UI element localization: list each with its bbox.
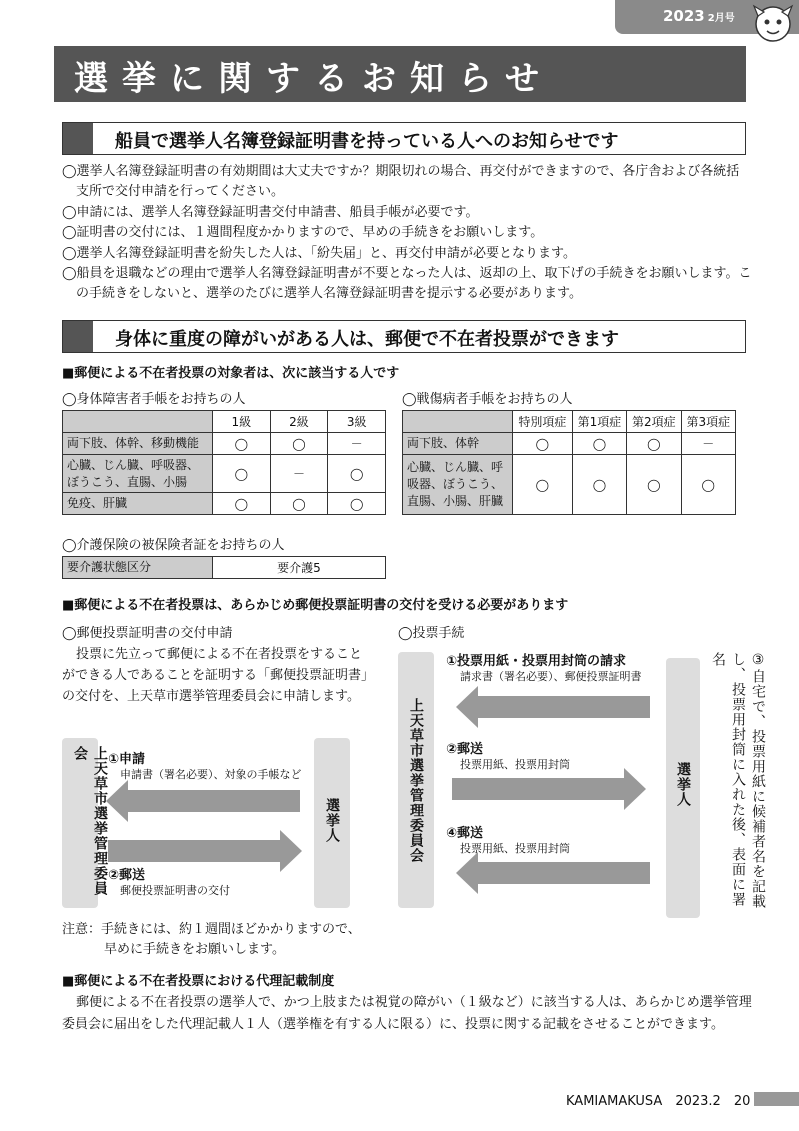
- table-cell: ◯: [213, 433, 271, 455]
- table-cell: ◯: [627, 455, 681, 515]
- committee-label: 上天草市選挙管理委員会: [408, 698, 424, 863]
- section1-list: [62, 162, 752, 305]
- section1-heading-text: 船員で選挙人名簿登録証明書を持っている人へのお知らせです: [115, 131, 619, 152]
- table-cell: ◯: [270, 493, 328, 515]
- voter-box: [314, 738, 350, 908]
- footer-bar: [754, 1092, 799, 1106]
- list-item: ◯船員を退職などの理由で選挙人名簿登録証明書が不要となった人は、返却の上、取下げの手続きをお願いします。この手続きをしないと、選挙のたびに選挙人名簿登録証明書を提示する必要があります。: [62, 266, 752, 302]
- voter-box: [666, 658, 700, 918]
- row-label: 要介護状態区分: [63, 557, 213, 579]
- row-label: 両下肢、体幹、移動機能: [63, 433, 213, 455]
- step-title: ②郵送: [108, 868, 146, 883]
- issue-year: 2023: [663, 7, 705, 25]
- voter-label: 選挙人: [675, 762, 691, 807]
- note-line: 早めに手続きをお願いします。: [104, 942, 285, 957]
- voter-label: 選挙人: [324, 798, 340, 843]
- header-blank: [403, 411, 513, 433]
- step-subtitle: 申請書（署名必要）、対象の手帳など: [120, 768, 302, 781]
- list-item: ◯選挙人名簿登録証明書を紛失した人は、「紛失届」と、再交付申請が必要となります。: [62, 245, 577, 261]
- table1-caption: ◯身体障害者手帳をお持ちの人: [62, 392, 246, 407]
- table-disability: [62, 410, 386, 515]
- table-cell: －: [328, 433, 386, 455]
- row-label: 心臓、じん臓、呼吸器、ぼうこう、直腸、小腸: [63, 455, 213, 493]
- step-subtitle: 投票用紙、投票用封筒: [460, 842, 570, 855]
- step-subtitle: 請求書（署名必要）、郵便投票証明書: [460, 670, 642, 683]
- committee-label: 上天草市選挙管理委員会: [72, 746, 108, 896]
- page-title: 選挙に関するお知らせ: [54, 46, 746, 102]
- table-cell: ◯: [213, 455, 271, 493]
- col-header: 特別項症: [513, 411, 573, 433]
- col-header: 第3項症: [681, 411, 735, 433]
- step3-text: ③自宅で、投票用紙に候補者名を記載し、投票用封筒に入れた後、表面に署名: [710, 652, 766, 909]
- right-flow-caption: ◯投票手続: [398, 626, 465, 641]
- section2-heading: [62, 320, 746, 353]
- table-cell: －: [681, 433, 735, 455]
- committee-box: [398, 652, 434, 908]
- arrow-right-icon: [452, 778, 624, 800]
- table-war-injury: [402, 410, 736, 515]
- table-cell: ◯: [213, 493, 271, 515]
- step-title: ①投票用紙・投票用封筒の請求: [446, 654, 627, 669]
- table-cell: －: [270, 455, 328, 493]
- table-cell: ◯: [270, 433, 328, 455]
- table-care-insurance: [62, 556, 386, 579]
- note-line: 注意：手続きには、約１週間ほどかかりますので、: [62, 922, 361, 937]
- left-flow-description: 投票に先立って郵便による不在者投票をすることができる人であることを証明する「郵便投票証明書」の交付を、上天草市選挙管理委員会に申請します。: [62, 647, 368, 704]
- arrow-left-icon: [478, 696, 650, 718]
- row-label: 心臓、じん臓、呼吸器、ぼうこう、直腸、小腸、肝臓: [403, 455, 513, 515]
- arrow-left-icon: [478, 862, 650, 884]
- issue-month: 2月号: [707, 13, 735, 24]
- table-cell: ◯: [513, 433, 573, 455]
- section1-heading: [62, 122, 746, 155]
- table3-caption: ◯介護保険の被保険者証をお持ちの人: [62, 538, 285, 553]
- arrow-right-icon: [108, 840, 280, 862]
- col-header: 1級: [213, 411, 271, 433]
- step-subtitle: 投票用紙、投票用封筒: [460, 758, 570, 771]
- table-cell: ◯: [328, 493, 386, 515]
- heading-block: [63, 321, 93, 352]
- table-cell: ◯: [627, 433, 681, 455]
- page-number: 20: [733, 1094, 751, 1109]
- col-header: 第1項症: [572, 411, 626, 433]
- row-label: 両下肢、体幹: [403, 433, 513, 455]
- step-title: ②郵送: [446, 742, 484, 757]
- list-item: ◯申請には、選挙人名簿登録証明書交付申請書、船員手帳が必要です。: [62, 204, 479, 220]
- committee-box: [62, 738, 108, 908]
- subheading-eligibility: ■郵便による不在者投票の対象者は、次に該当する人です: [62, 366, 400, 381]
- col-header: 第2項症: [627, 411, 681, 433]
- header-blank: [63, 411, 213, 433]
- step-title: ④郵送: [446, 826, 484, 841]
- arrow-left-icon: [128, 790, 300, 812]
- footer: [566, 1090, 750, 1109]
- footer-text: KAMIAMAKUSA 2023.2: [566, 1094, 721, 1109]
- table2-caption: ◯戦傷病者手帳をお持ちの人: [402, 392, 573, 407]
- table-cell: ◯: [513, 455, 573, 515]
- table-cell: ◯: [572, 455, 626, 515]
- mascot-icon: [750, 2, 796, 46]
- step-title: ①申請: [108, 752, 146, 767]
- step-subtitle: 郵便投票証明書の交付: [120, 884, 230, 897]
- subheading-proxy: ■郵便による不在者投票における代理記載制度: [62, 974, 335, 989]
- list-item: ◯証明書の交付には、１週間程度かかりますので、早めの手続きをお願いします。: [62, 225, 544, 241]
- row-label: 免疫、肝臓: [63, 493, 213, 515]
- table-cell: ◯: [681, 455, 735, 515]
- proxy-paragraph: 郵便による不在者投票の選挙人で、かつ上肢または視覚の障がい（１級など）に該当する人は、あらかじめ選挙管理委員会に届出をした代理記載人１人（選挙権を有する人に限る）に、投票に関する記載をさせることができます。: [62, 995, 752, 1032]
- col-header: 2級: [270, 411, 328, 433]
- table-cell: ◯: [328, 455, 386, 493]
- left-flow-caption: ◯郵便投票証明書の交付申請: [62, 626, 233, 641]
- table-cell: ◯: [572, 433, 626, 455]
- subheading-certificate: ■郵便による不在者投票は、あらかじめ郵便投票証明書の交付を受ける必要があります: [62, 598, 569, 613]
- section2-heading-text: 身体に重度の障がいがある人は、郵便で不在者投票ができます: [115, 329, 619, 350]
- list-item: ◯選挙人名簿登録証明書の有効期間は大丈夫ですか？期限切れの場合、再交付ができますので、各庁舎および各統括支所で交付申請を行ってください。: [62, 164, 740, 200]
- table-cell: 要介護5: [213, 557, 386, 579]
- col-header: 3級: [328, 411, 386, 433]
- heading-block: [63, 123, 93, 154]
